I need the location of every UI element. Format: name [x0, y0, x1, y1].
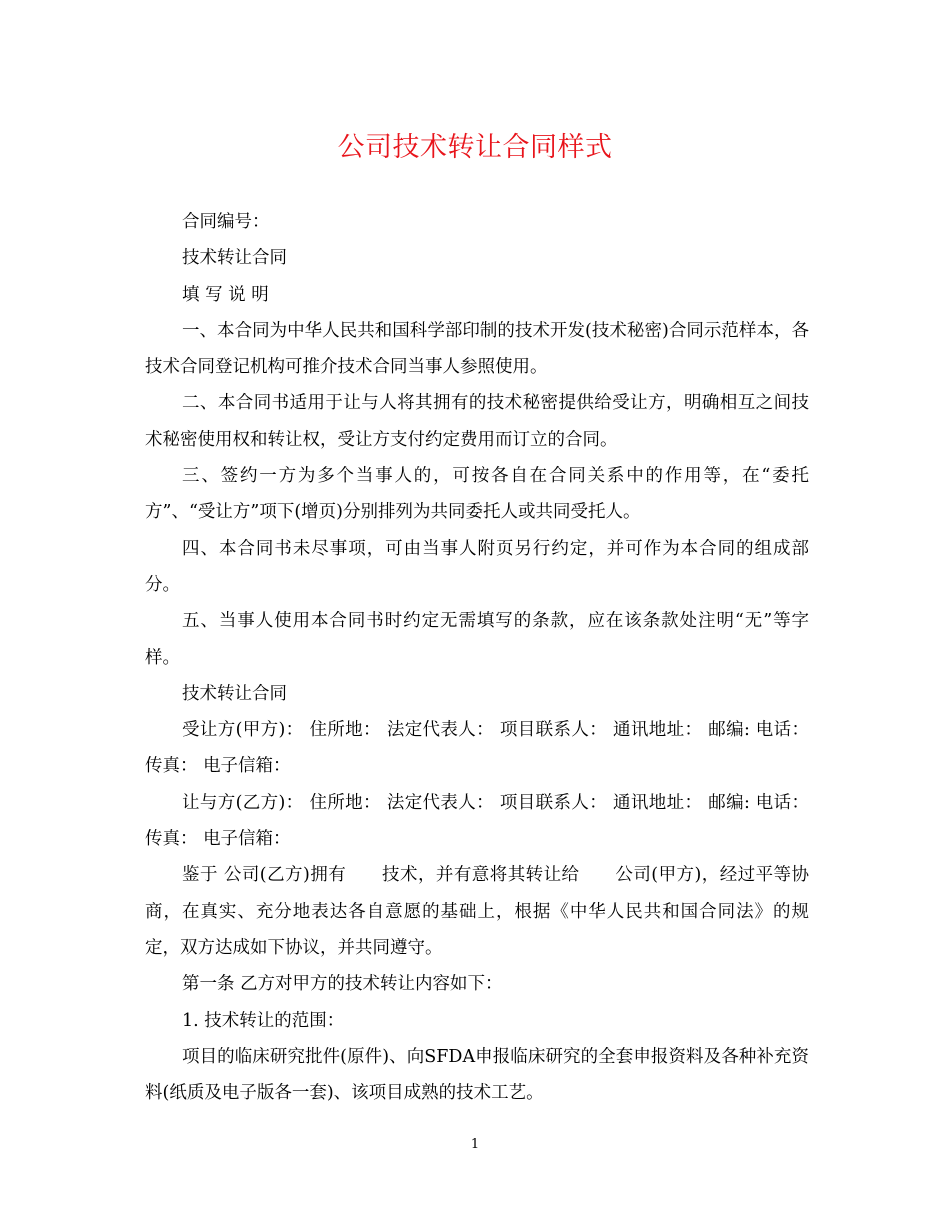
- instruction-paragraph-2: 二、本合同书适用于让与人将其拥有的技术秘密提供给受让方，明确相互之间技术秘密使用权和转让权，受让方支付约定费用而订立的合同。: [145, 393, 809, 450]
- transfer-scope-detail: 项目的临床研究批件(原件)、向SFDA申报临床研究的全套申报资料及各种补充资料(纸质及电子版各一套)、该项目成熟的技术工艺。: [145, 1046, 809, 1104]
- page-number: 1: [470, 1137, 480, 1152]
- document-title: 公司技术转让合同样式: [337, 132, 613, 163]
- party-a-info: 受让方(甲方)： 住所地： 法定代表人： 项目联系人： 通讯地址： 邮编: 电话： 传真： 电子信箱：: [145, 720, 809, 777]
- instructions-heading: 填 写 说 明: [182, 284, 269, 305]
- instruction-paragraph-4: 四、本合同书未尽事项，可由当事人附页另行约定，并可作为本合同的组成部分。: [145, 538, 809, 595]
- transfer-scope-heading: 1. 技术转让的范围：: [182, 1010, 345, 1031]
- contract-number-line: 合同编号：: [182, 212, 270, 232]
- article-1-heading: 第一条 乙方对甲方的技术转让内容如下：: [182, 974, 503, 995]
- party-b-info: 让与方(乙方)： 住所地： 法定代表人： 项目联系人： 通讯地址： 邮编: 电话： 传真： 电子信箱：: [145, 792, 809, 850]
- contract-name-heading: 技术转让合同: [182, 248, 287, 269]
- instruction-paragraph-1: 一、本合同为中华人民共和国科学部印制的技术开发(技术秘密)合同示范样本，各技术合同登记机构可推介技术合同当事人参照使用。: [145, 320, 809, 378]
- recital-paragraph: 鉴于 公司(乙方)拥有 技术，并有意将其转让给 公司(甲方)，经过平等协商，在真实、充分地表达各自意愿的基础上，根据《中华人民共和国合同法》的规定，双方达成如下协议，并共同遵守。: [145, 865, 809, 958]
- contract-title-repeat: 技术转让合同: [182, 683, 287, 704]
- instruction-paragraph-5: 五、当事人使用本合同书时约定无需填写的条款，应在该条款处注明“无”等字样。: [145, 611, 809, 668]
- instruction-paragraph-3: 三、签约一方为多个当事人的，可按各自在合同关系中的作用等，在“委托方”、“受让方”项下(增页)分别排列为共同委托人或共同受托人。: [145, 466, 809, 523]
- document-body: [145, 204, 809, 1111]
